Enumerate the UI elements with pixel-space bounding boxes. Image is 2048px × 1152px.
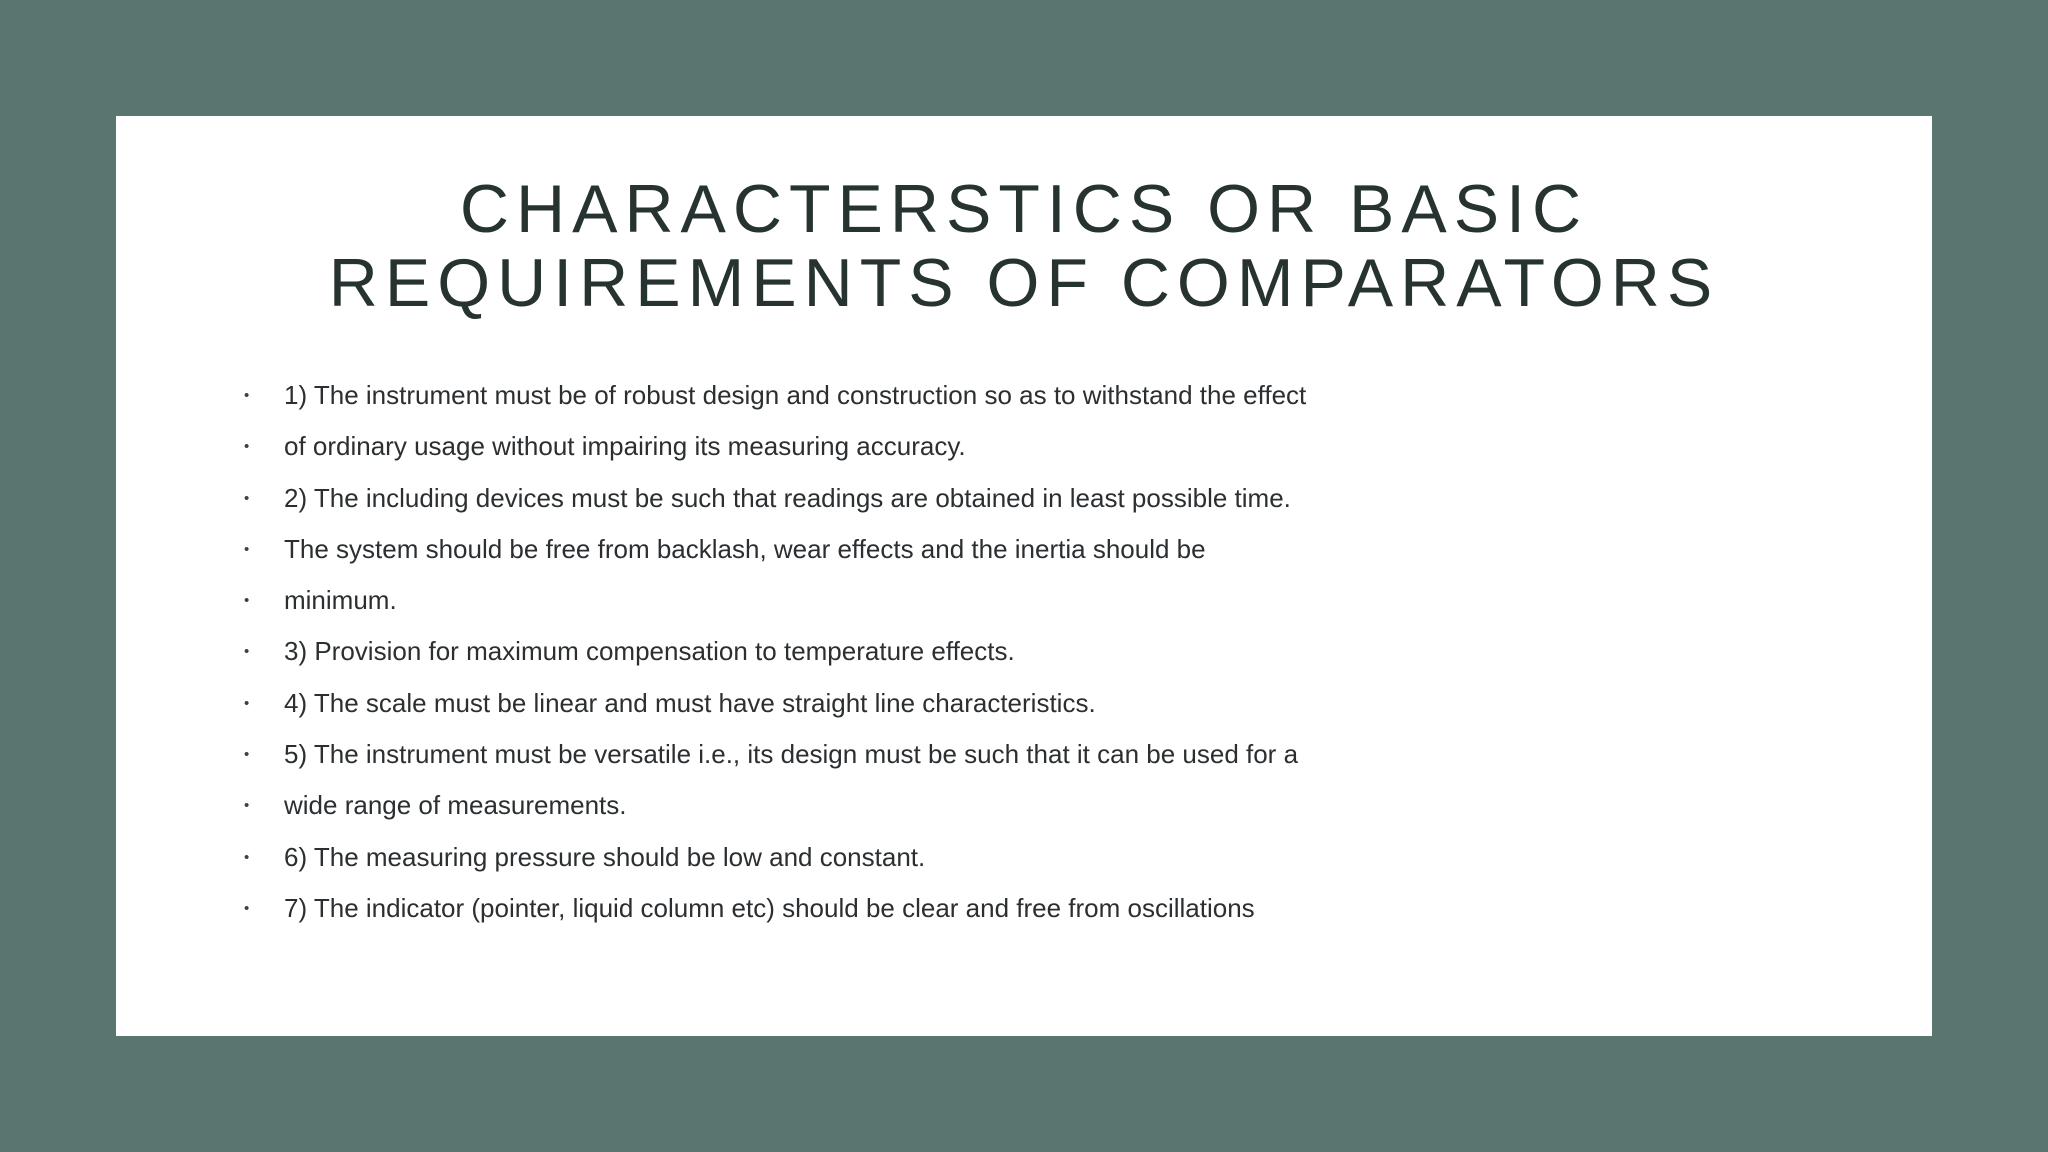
list-item bbox=[244, 575, 1744, 626]
bullet-icon: • bbox=[244, 592, 250, 610]
list-item bbox=[244, 729, 1744, 780]
list-item bbox=[244, 626, 1744, 677]
list-item bbox=[244, 678, 1744, 729]
bullet-text: 2) The including devices must be such that readings are obtained in least possible time. bbox=[284, 482, 1291, 513]
bullet-text: 3) Provision for maximum compensation to temperature effects. bbox=[284, 636, 1015, 667]
list-item bbox=[244, 780, 1744, 831]
bullet-icon: • bbox=[244, 438, 250, 456]
bullet-icon: • bbox=[244, 746, 250, 764]
title-line-1: CHARACTERSTICS OR BASIC bbox=[459, 171, 1589, 247]
bullet-list bbox=[244, 370, 1744, 934]
slide-title bbox=[116, 172, 1932, 320]
bullet-text: 7) The indicator (pointer, liquid column etc) should be clear and free from oscillations bbox=[284, 892, 1255, 923]
bullet-text: minimum. bbox=[284, 585, 397, 616]
list-item bbox=[244, 473, 1744, 524]
list-item bbox=[244, 524, 1744, 575]
slide bbox=[116, 116, 1932, 1036]
list-item bbox=[244, 421, 1744, 472]
bullet-icon: • bbox=[244, 694, 250, 712]
list-item bbox=[244, 832, 1744, 883]
bullet-icon: • bbox=[244, 797, 250, 815]
list-item bbox=[244, 883, 1744, 934]
bullet-icon: • bbox=[244, 643, 250, 661]
bullet-text: of ordinary usage without impairing its measuring accuracy. bbox=[284, 431, 966, 462]
bullet-icon: • bbox=[244, 387, 250, 404]
bullet-text: 5) The instrument must be versatile i.e., its design must be such that it can be used for a bbox=[284, 739, 1299, 770]
bullet-text: 6) The measuring pressure should be low and constant. bbox=[284, 841, 926, 872]
bullet-icon: • bbox=[244, 489, 250, 507]
bullet-icon: • bbox=[244, 899, 250, 917]
bullet-icon: • bbox=[244, 540, 250, 558]
bullet-text: 1) The instrument must be of robust design and construction so as to withstand the effect bbox=[284, 380, 1307, 410]
list-item bbox=[244, 370, 1744, 421]
bullet-icon: • bbox=[244, 848, 250, 866]
bullet-text: The system should be free from backlash, wear effects and the inertia should be bbox=[284, 533, 1206, 564]
bullet-text: 4) The scale must be linear and must have straight line characteristics. bbox=[284, 687, 1096, 718]
title-line-2: REQUIREMENTS OF COMPARATORS bbox=[328, 245, 1720, 321]
bullet-text: wide range of measurements. bbox=[284, 790, 627, 821]
